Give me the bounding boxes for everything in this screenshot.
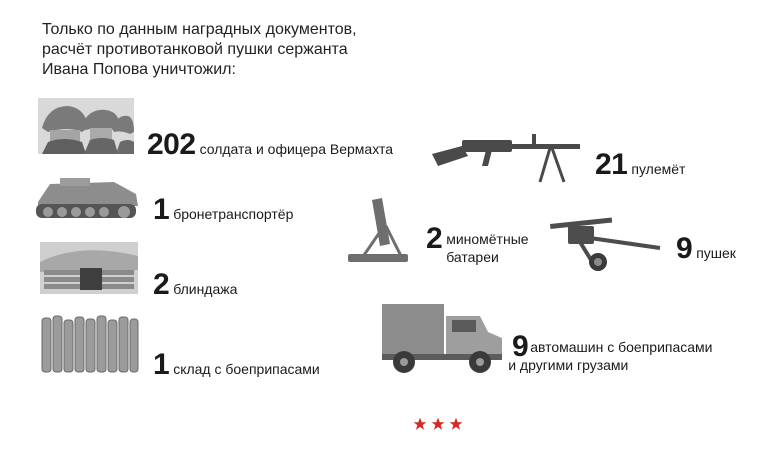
intro-line: Только по данным наградных документов,: [42, 21, 357, 38]
stars-decoration: [413, 417, 463, 431]
stat-label-line: батареи: [446, 249, 499, 265]
truck-picture: [380, 302, 504, 376]
stat-number: 2: [153, 268, 170, 301]
stat-machineguns: [595, 148, 685, 182]
stat-number: 9: [512, 330, 529, 363]
stat-label-line: миномётные: [446, 231, 529, 247]
stat-number: 1: [153, 193, 170, 226]
intro-line: расчёт противотанковой пушки сержанта: [42, 41, 348, 58]
stat-label-line: автомашин с боеприпасами: [530, 339, 713, 355]
stat-label: [446, 230, 528, 266]
stat-mortars: [426, 222, 529, 266]
stat-label: бронетранспортёр: [173, 206, 294, 222]
stat-guns: [676, 232, 736, 266]
machine-gun-picture: [432, 126, 582, 186]
stat-depot: [153, 348, 320, 382]
stat-label: склад с боеприпасами: [173, 361, 320, 377]
apc-picture: [36, 172, 140, 224]
stat-bunkers: [153, 268, 237, 302]
stat-soldiers: [147, 128, 393, 162]
intro-text: [42, 20, 442, 80]
stat-label: пушек: [696, 245, 736, 261]
star-icon: [413, 417, 427, 431]
bunker-picture: [40, 242, 138, 294]
stat-number: 202: [147, 128, 196, 161]
stat-label: [508, 338, 713, 374]
stat-number: 2: [426, 222, 443, 255]
soldiers-picture: [38, 98, 134, 154]
star-icon: [449, 417, 463, 431]
mortar-picture: [344, 196, 420, 268]
stat-trucks: [508, 330, 713, 374]
stat-label: солдата и офицера Вермахта: [199, 141, 394, 157]
stat-label-line: и другими грузами: [508, 357, 629, 373]
stat-number: 9: [676, 232, 693, 265]
star-icon: [431, 417, 445, 431]
stat-number: 21: [595, 148, 628, 181]
stat-apc: [153, 193, 293, 227]
ammo-picture: [40, 314, 140, 376]
intro-line: Ивана Попова уничтожил:: [42, 61, 236, 78]
stat-label: блиндажа: [173, 281, 238, 297]
stat-label: пулемёт: [631, 161, 686, 177]
field-gun-picture: [546, 212, 666, 276]
stat-number: 1: [153, 348, 170, 381]
